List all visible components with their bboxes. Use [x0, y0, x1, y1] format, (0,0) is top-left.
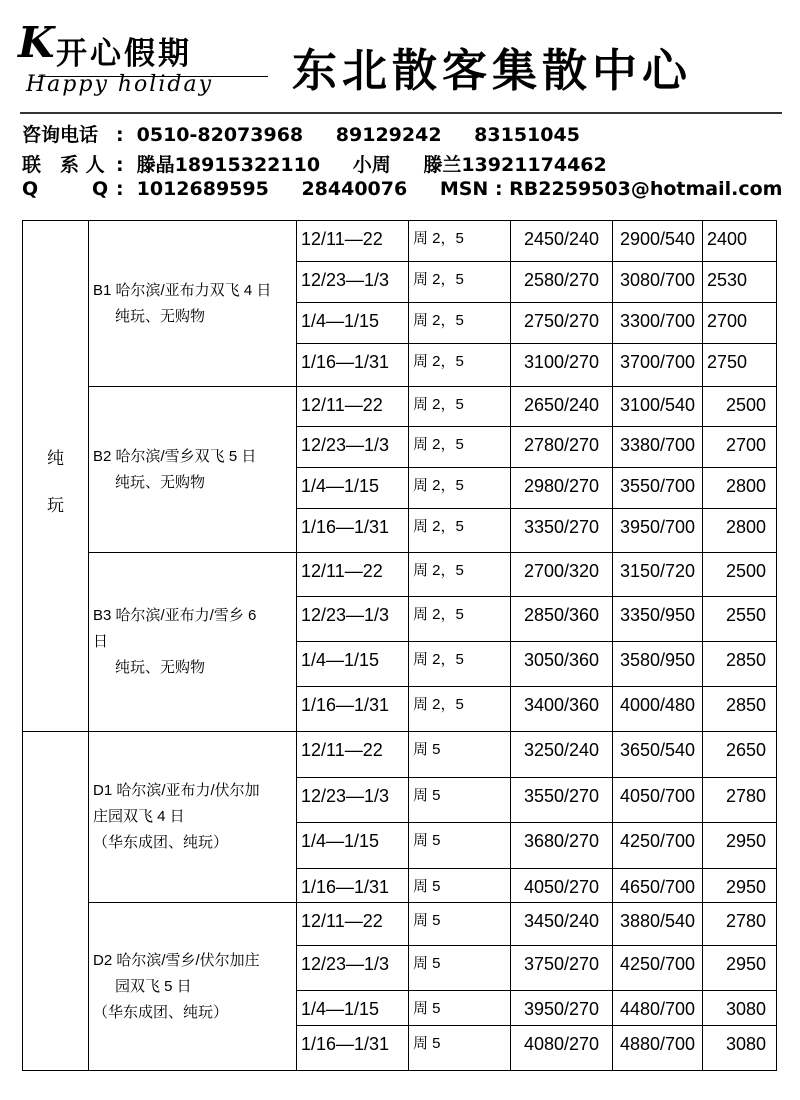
price-cell: 3550/270: [511, 778, 613, 823]
route-b3: [89, 553, 297, 732]
price-cell: 3950/700: [613, 509, 703, 553]
day-cell: 周 5: [409, 991, 511, 1026]
price-cell: 3400/360: [511, 687, 613, 732]
price-cell: 3300/700: [613, 303, 703, 344]
qq-1: 1012689595: [136, 178, 269, 200]
price-cell: 2850: [703, 642, 777, 687]
price-cell: 4080/270: [511, 1026, 613, 1071]
price-cell: 2500: [703, 387, 777, 427]
price-cell: 2950: [703, 823, 777, 869]
route-title-cont: 日: [93, 633, 109, 650]
date-cell: 12/23—1/3: [297, 262, 409, 303]
price-cell: 4250/700: [613, 946, 703, 991]
route-title-cont: 园双飞 5 日: [115, 977, 192, 995]
day-cell: 周 5: [409, 823, 511, 869]
price-cell: 2750: [703, 344, 777, 387]
price-cell: 2900/540: [613, 221, 703, 262]
route-note: 纯玩、无购物: [115, 659, 206, 676]
phone-line: 咨询电话 : 0510-82073968 89129242 83151045: [22, 120, 580, 147]
price-cell: 3550/700: [613, 468, 703, 509]
date-cell: 12/23—1/3: [297, 778, 409, 823]
date-cell: 12/11—22: [297, 903, 409, 946]
route-b2: [89, 387, 297, 553]
route-title: B1 哈尔滨/亚布力双飞 4 日: [93, 281, 272, 299]
day-cell: 周 2，5: [409, 303, 511, 344]
contact-line: 联 系 人 : 滕晶18915322110 小周 滕兰13921174462: [22, 150, 607, 177]
phone-label: 咨询电话: [22, 124, 99, 146]
day-cell: 周 2，5: [409, 597, 511, 642]
contact-label: 联 系 人: [22, 154, 105, 176]
day-cell: 周 5: [409, 778, 511, 823]
price-cell: 3350/270: [511, 509, 613, 553]
date-cell: 12/23—1/3: [297, 597, 409, 642]
day-cell: 周 2，5: [409, 387, 511, 427]
price-cell: 3650/540: [613, 732, 703, 778]
price-cell: 3750/270: [511, 946, 613, 991]
price-cell: 3100/270: [511, 344, 613, 387]
price-cell: 3450/240: [511, 903, 613, 946]
route-d2: [89, 903, 297, 1071]
price-cell: 4650/700: [613, 869, 703, 903]
contact-person-2: 小周: [352, 154, 391, 176]
day-cell: 周 5: [409, 903, 511, 946]
price-cell: 2500: [703, 553, 777, 597]
qq-2: 28440076: [301, 178, 408, 200]
phone-1: 0510-82073968: [136, 124, 304, 146]
price-cell: 2450/240: [511, 221, 613, 262]
price-cell: 2530: [703, 262, 777, 303]
contact-person-3: 滕兰13921174462: [423, 154, 607, 176]
date-cell: 1/4—1/15: [297, 823, 409, 869]
phone-3: 83151045: [474, 124, 580, 146]
logo-k-mark: K: [18, 18, 55, 67]
price-cell: 2780/270: [511, 427, 613, 468]
price-cell: 3150/720: [613, 553, 703, 597]
day-cell: 周 2，5: [409, 221, 511, 262]
price-cell: 2950: [703, 869, 777, 903]
price-cell: 2850/360: [511, 597, 613, 642]
qq-label-q2: Q: [92, 178, 109, 200]
qq-label-q1: Q: [22, 178, 39, 200]
price-cell: 2980/270: [511, 468, 613, 509]
date-cell: 1/16—1/31: [297, 344, 409, 387]
price-cell: 3250/240: [511, 732, 613, 778]
date-cell: 1/4—1/15: [297, 468, 409, 509]
table-row: [23, 903, 777, 946]
header-divider: [20, 112, 782, 114]
price-cell: 2650: [703, 732, 777, 778]
price-cell: 2850: [703, 687, 777, 732]
logo-name-en: Happy holiday: [26, 72, 214, 97]
route-note: 纯玩、无购物: [115, 473, 206, 491]
day-cell: 周 5: [409, 1026, 511, 1071]
category-label-1: 纯: [47, 449, 64, 468]
date-cell: 12/23—1/3: [297, 946, 409, 991]
route-title: B2 哈尔滨/雪乡双飞 5 日: [93, 447, 257, 465]
day-cell: 周 2，5: [409, 553, 511, 597]
page-title: 东北散客集散中心: [292, 44, 693, 97]
price-cell: 2550: [703, 597, 777, 642]
category-cell-pure: [23, 221, 89, 732]
date-cell: 1/4—1/15: [297, 642, 409, 687]
date-cell: 1/16—1/31: [297, 509, 409, 553]
date-cell: 12/11—22: [297, 387, 409, 427]
day-cell: 周 2，5: [409, 427, 511, 468]
date-cell: 1/16—1/31: [297, 687, 409, 732]
category-label-2: 玩: [47, 496, 64, 515]
price-cell: 3880/540: [613, 903, 703, 946]
route-note: （华东成团、纯玩）: [93, 834, 229, 851]
day-cell: 周 5: [409, 946, 511, 991]
price-cell: 3580/950: [613, 642, 703, 687]
price-cell: 2400: [703, 221, 777, 262]
date-cell: 12/11—22: [297, 553, 409, 597]
price-cell: 4250/700: [613, 823, 703, 869]
day-cell: 周 2，5: [409, 468, 511, 509]
msn-address: RB2259503@hotmail.com: [509, 178, 783, 200]
date-cell: 12/11—22: [297, 221, 409, 262]
route-d1: [89, 732, 297, 903]
price-cell: 3700/700: [613, 344, 703, 387]
price-cell: 2800: [703, 509, 777, 553]
route-title: D1 哈尔滨/亚布力/伏尔加: [93, 782, 260, 799]
price-cell: 3080: [703, 991, 777, 1026]
category-cell-empty: [23, 732, 89, 1071]
date-cell: 1/4—1/15: [297, 991, 409, 1026]
date-cell: 12/23—1/3: [297, 427, 409, 468]
price-cell: 2700/320: [511, 553, 613, 597]
msn-label: MSN: [439, 178, 489, 200]
price-cell: 3950/270: [511, 991, 613, 1026]
qq-line: Q Q : 1012689595 28440076 MSN : RB2259503@hotmail.com: [22, 178, 783, 200]
phone-2: 89129242: [335, 124, 442, 146]
price-cell: 2650/240: [511, 387, 613, 427]
price-cell: 2750/270: [511, 303, 613, 344]
price-cell: 3680/270: [511, 823, 613, 869]
table-row: [23, 553, 777, 597]
price-cell: 2580/270: [511, 262, 613, 303]
logo: [18, 18, 268, 98]
price-table: [22, 220, 777, 1071]
date-cell: 12/11—22: [297, 732, 409, 778]
day-cell: 周 5: [409, 732, 511, 778]
price-cell: 2950: [703, 946, 777, 991]
price-cell: 2700: [703, 303, 777, 344]
route-title: B3 哈尔滨/亚布力/雪乡 6: [93, 607, 257, 624]
price-cell: 4050/700: [613, 778, 703, 823]
day-cell: 周 2，5: [409, 262, 511, 303]
price-cell: 3380/700: [613, 427, 703, 468]
price-cell: 3350/950: [613, 597, 703, 642]
price-cell: 4480/700: [613, 991, 703, 1026]
price-cell: 4000/480: [613, 687, 703, 732]
day-cell: 周 2，5: [409, 344, 511, 387]
price-cell: 2800: [703, 468, 777, 509]
table-row: [23, 221, 777, 262]
price-cell: 3100/540: [613, 387, 703, 427]
date-cell: 1/4—1/15: [297, 303, 409, 344]
route-b1: [89, 221, 297, 387]
price-cell: 3080: [703, 1026, 777, 1071]
price-cell: 2780: [703, 903, 777, 946]
price-cell: 2780: [703, 778, 777, 823]
price-cell: 3050/360: [511, 642, 613, 687]
price-cell: 4880/700: [613, 1026, 703, 1071]
day-cell: 周 2，5: [409, 642, 511, 687]
route-title: D2 哈尔滨/雪乡/伏尔加庄: [93, 951, 260, 969]
table-row: [23, 732, 777, 778]
day-cell: 周 2，5: [409, 687, 511, 732]
route-note: 纯玩、无购物: [115, 307, 206, 325]
contact-person-1: 滕晶18915322110: [136, 154, 321, 176]
date-cell: 1/16—1/31: [297, 1026, 409, 1071]
price-cell: 3080/700: [613, 262, 703, 303]
logo-name-cn: 开心假期: [56, 36, 192, 72]
table-row: [23, 387, 777, 427]
day-cell: 周 5: [409, 869, 511, 903]
price-cell: 4050/270: [511, 869, 613, 903]
date-cell: 1/16—1/31: [297, 869, 409, 903]
route-note: （华东成团、纯玩）: [93, 1003, 229, 1021]
price-cell: 2700: [703, 427, 777, 468]
day-cell: 周 2，5: [409, 509, 511, 553]
route-title-cont: 庄园双飞 4 日: [93, 808, 185, 825]
